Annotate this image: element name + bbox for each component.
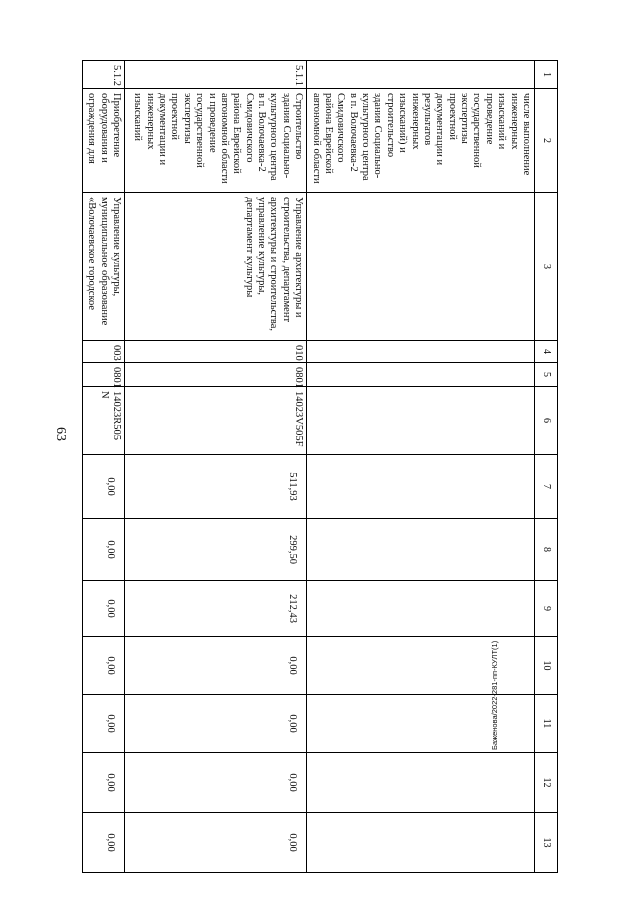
amount-cell bbox=[307, 637, 535, 695]
target-code: 14023R505 N bbox=[83, 387, 125, 455]
responsible-party bbox=[307, 193, 535, 341]
header-cell: 4 bbox=[535, 341, 558, 363]
amount-cell bbox=[307, 753, 535, 813]
amount-cell bbox=[307, 695, 535, 753]
amount-cell bbox=[307, 581, 535, 637]
table-row bbox=[125, 61, 307, 873]
amount-cell bbox=[307, 813, 535, 873]
table-row bbox=[83, 61, 125, 873]
amount-cell: 0,00 bbox=[83, 753, 125, 813]
amount-cell: 0,00 bbox=[83, 695, 125, 753]
header-row bbox=[535, 61, 558, 873]
row-index: 5.1.1 bbox=[125, 61, 307, 89]
section-code bbox=[307, 363, 535, 387]
header-cell: 11 bbox=[535, 695, 558, 753]
amount-cell: 0,00 bbox=[83, 455, 125, 519]
header-cell: 7 bbox=[535, 455, 558, 519]
page-number: 63 bbox=[53, 427, 68, 441]
amount-cell bbox=[307, 455, 535, 519]
header-cell: 8 bbox=[535, 519, 558, 581]
header-cell: 9 bbox=[535, 581, 558, 637]
amount-cell: 511,93 bbox=[125, 455, 307, 519]
activity-name: Приобретение оборудования и ограждения для bbox=[83, 89, 125, 193]
amount-cell: 0,00 bbox=[83, 637, 125, 695]
section-code: 0801 bbox=[125, 363, 307, 387]
header-cell: 10 bbox=[535, 637, 558, 695]
table-row bbox=[307, 61, 535, 873]
section-code: 0801 bbox=[83, 363, 125, 387]
amount-cell: 212,43 bbox=[125, 581, 307, 637]
header-cell: 3 bbox=[535, 193, 558, 341]
amount-cell bbox=[307, 519, 535, 581]
amount-cell: 0,00 bbox=[125, 813, 307, 873]
row-index: 5.1.2 bbox=[83, 61, 125, 89]
activity-name: Строительство здания Социально-культурного центра в п. Волочаевка-2 Смидовичского района Еврейской автономной области и проведение государственной экспертизы проектной документации и инженерных изысканий bbox=[125, 89, 307, 193]
amount-cell: 0,00 bbox=[125, 695, 307, 753]
header-cell: 12 bbox=[535, 753, 558, 813]
header-cell: 5 bbox=[535, 363, 558, 387]
grbs-code: 003 bbox=[83, 341, 125, 363]
target-code: 14023V505F bbox=[125, 387, 307, 455]
grbs-code bbox=[307, 341, 535, 363]
amount-cell: 299,50 bbox=[125, 519, 307, 581]
table-wrapper bbox=[88, 60, 558, 872]
rotated-table-canvas bbox=[88, 60, 558, 872]
activity-name: числе выполнение инженерных изысканий и проведение государственной экспертизы проектной документации и результатов инженерных изысканий) и строительство здания Социально-культурного центра в п. Волочаевка-2 Смидовичского района Еврейской автономной области bbox=[307, 89, 535, 193]
amount-cell: 0,00 bbox=[125, 753, 307, 813]
responsible-party: Управление архитектуры и строительства, департамент архитектуры и строительства, управление культуры, департамент культуры bbox=[125, 193, 307, 341]
amount-cell: 0,00 bbox=[83, 813, 125, 873]
target-code bbox=[307, 387, 535, 455]
amount-cell: 0,00 bbox=[83, 519, 125, 581]
header-cell: 2 bbox=[535, 89, 558, 193]
document-side-caption: Баженова/2022-281-пп-КУЛТ(1) bbox=[490, 640, 499, 750]
budget-table bbox=[82, 60, 558, 873]
grbs-code: 010 bbox=[125, 341, 307, 363]
amount-cell: 0,00 bbox=[125, 637, 307, 695]
amount-cell: 0,00 bbox=[83, 581, 125, 637]
header-cell: 1 bbox=[535, 61, 558, 89]
responsible-party: Управление культуры, муниципальное образование «Волочаевское городское bbox=[83, 193, 125, 341]
header-cell: 13 bbox=[535, 813, 558, 873]
header-cell: 6 bbox=[535, 387, 558, 455]
row-index bbox=[307, 61, 535, 89]
